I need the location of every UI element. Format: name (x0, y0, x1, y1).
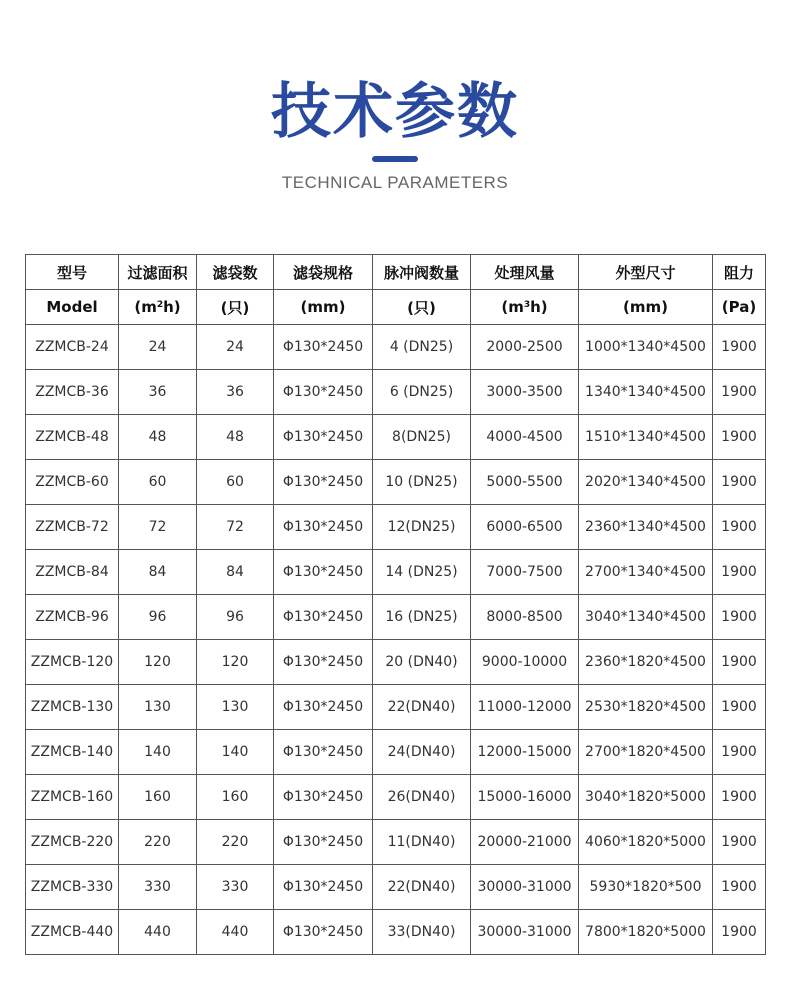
table-row (26, 325, 766, 370)
filter-area-cell: 160 (119, 775, 197, 820)
header-model-unit (26, 290, 119, 325)
airflow-cell: 9000-10000 (471, 640, 579, 685)
valve-count-cell: 6 (DN25) (373, 370, 471, 415)
table-row (26, 370, 766, 415)
airflow-cell: 12000-15000 (471, 730, 579, 775)
header-bag-count-cn: 滤袋数 (197, 255, 274, 290)
dimensions-cell: 2020*1340*4500 (579, 460, 713, 505)
resistance-cell: 1900 (713, 910, 766, 955)
model-cell: ZZMCB-84 (26, 550, 119, 595)
bag-count-cell: 96 (197, 595, 274, 640)
bag-count-cell: 220 (197, 820, 274, 865)
bag-spec-cell: Φ130*2450 (274, 460, 373, 505)
model-cell: ZZMCB-120 (26, 640, 119, 685)
table-row (26, 460, 766, 505)
resistance-cell: 1900 (713, 505, 766, 550)
valve-count-cell: 11(DN40) (373, 820, 471, 865)
valve-count-cell: 4 (DN25) (373, 325, 471, 370)
dimensions-cell: 1340*1340*4500 (579, 370, 713, 415)
dimensions-cell: 2700*1820*4500 (579, 730, 713, 775)
valve-count-cell: 33(DN40) (373, 910, 471, 955)
valve-count-cell: 24(DN40) (373, 730, 471, 775)
unit-text: Model (46, 298, 98, 316)
airflow-cell: 3000-3500 (471, 370, 579, 415)
valve-count-cell: 26(DN40) (373, 775, 471, 820)
dimensions-cell: 2360*1340*4500 (579, 505, 713, 550)
filter-area-cell: 84 (119, 550, 197, 595)
unit-superscript: 3 (523, 300, 531, 310)
filter-area-cell: 24 (119, 325, 197, 370)
unit-tail: h) (163, 298, 181, 316)
valve-count-cell: 20 (DN40) (373, 640, 471, 685)
page-subtitle: TECHNICAL PARAMETERS (281, 173, 509, 192)
table-row (26, 865, 766, 910)
bag-count-cell: 330 (197, 865, 274, 910)
bag-spec-cell: Φ130*2450 (274, 730, 373, 775)
table-row (26, 505, 766, 550)
model-cell: ZZMCB-60 (26, 460, 119, 505)
header-bag-count-unit (197, 290, 274, 325)
parameters-table (25, 254, 766, 955)
unit-text: (mm) (623, 298, 668, 316)
resistance-cell: 1900 (713, 325, 766, 370)
dimensions-cell: 4060*1820*5000 (579, 820, 713, 865)
model-cell: ZZMCB-440 (26, 910, 119, 955)
bag-count-cell: 72 (197, 505, 274, 550)
bag-count-cell: 60 (197, 460, 274, 505)
bag-count-cell: 140 (197, 730, 274, 775)
bag-count-cell: 130 (197, 685, 274, 730)
resistance-cell: 1900 (713, 550, 766, 595)
filter-area-cell: 130 (119, 685, 197, 730)
bag-count-cell: 36 (197, 370, 274, 415)
unit-text: (只) (407, 298, 436, 317)
airflow-cell: 15000-16000 (471, 775, 579, 820)
bag-count-cell: 48 (197, 415, 274, 460)
model-cell: ZZMCB-220 (26, 820, 119, 865)
bag-spec-cell: Φ130*2450 (274, 415, 373, 460)
header-airflow-cn: 处理风量 (471, 255, 579, 290)
dimensions-cell: 3040*1340*4500 (579, 595, 713, 640)
filter-area-cell: 60 (119, 460, 197, 505)
valve-count-cell: 16 (DN25) (373, 595, 471, 640)
header-model-cn: 型号 (26, 255, 119, 290)
unit-text: (m (501, 298, 524, 316)
page-title: 技术参数 (271, 77, 519, 147)
dimensions-cell: 1000*1340*4500 (579, 325, 713, 370)
header-bag-spec-cn: 滤袋规格 (274, 255, 373, 290)
airflow-cell: 7000-7500 (471, 550, 579, 595)
table-row (26, 910, 766, 955)
bag-spec-cell: Φ130*2450 (274, 370, 373, 415)
filter-area-cell: 120 (119, 640, 197, 685)
valve-count-cell: 14 (DN25) (373, 550, 471, 595)
model-cell: ZZMCB-36 (26, 370, 119, 415)
unit-tail: h) (530, 298, 548, 316)
resistance-cell: 1900 (713, 685, 766, 730)
model-cell: ZZMCB-130 (26, 685, 119, 730)
filter-area-cell: 220 (119, 820, 197, 865)
table-row (26, 685, 766, 730)
bag-count-cell: 160 (197, 775, 274, 820)
filter-area-cell: 440 (119, 910, 197, 955)
header-valve-count-unit (373, 290, 471, 325)
dimensions-cell: 7800*1820*5000 (579, 910, 713, 955)
bag-spec-cell: Φ130*2450 (274, 505, 373, 550)
model-cell: ZZMCB-160 (26, 775, 119, 820)
bag-spec-cell: Φ130*2450 (274, 550, 373, 595)
bag-count-cell: 120 (197, 640, 274, 685)
filter-area-cell: 140 (119, 730, 197, 775)
dimensions-cell: 2530*1820*4500 (579, 685, 713, 730)
table-row (26, 595, 766, 640)
resistance-cell: 1900 (713, 370, 766, 415)
header-filter-area-unit (119, 290, 197, 325)
table-row (26, 550, 766, 595)
table-row (26, 775, 766, 820)
airflow-cell: 11000-12000 (471, 685, 579, 730)
unit-text: (只) (220, 298, 250, 317)
model-cell: ZZMCB-48 (26, 415, 119, 460)
bag-spec-cell: Φ130*2450 (274, 910, 373, 955)
resistance-cell: 1900 (713, 595, 766, 640)
airflow-cell: 6000-6500 (471, 505, 579, 550)
resistance-cell: 1900 (713, 415, 766, 460)
resistance-cell: 1900 (713, 730, 766, 775)
filter-area-cell: 48 (119, 415, 197, 460)
model-cell: ZZMCB-24 (26, 325, 119, 370)
bag-spec-cell: Φ130*2450 (274, 640, 373, 685)
airflow-cell: 2000-2500 (471, 325, 579, 370)
dimensions-cell: 1510*1340*4500 (579, 415, 713, 460)
filter-area-cell: 36 (119, 370, 197, 415)
resistance-cell: 1900 (713, 460, 766, 505)
header-airflow-unit (471, 290, 579, 325)
bag-spec-cell: Φ130*2450 (274, 820, 373, 865)
bag-count-cell: 84 (197, 550, 274, 595)
header-dimensions-cn: 外型尺寸 (579, 255, 713, 290)
dimensions-cell: 5930*1820*500 (579, 865, 713, 910)
bag-spec-cell: Φ130*2450 (274, 325, 373, 370)
airflow-cell: 5000-5500 (471, 460, 579, 505)
valve-count-cell: 8(DN25) (373, 415, 471, 460)
model-cell: ZZMCB-330 (26, 865, 119, 910)
airflow-cell: 8000-8500 (471, 595, 579, 640)
header-filter-area-cn: 过滤面积 (119, 255, 197, 290)
header-bag-spec-unit (274, 290, 373, 325)
table-row (26, 730, 766, 775)
airflow-cell: 30000-31000 (471, 910, 579, 955)
header-resistance-cn: 阻力 (713, 255, 766, 290)
header-row-units (26, 290, 766, 325)
filter-area-cell: 96 (119, 595, 197, 640)
bag-spec-cell: Φ130*2450 (274, 685, 373, 730)
header-valve-count-cn: 脉冲阀数量 (373, 255, 471, 290)
valve-count-cell: 22(DN40) (373, 865, 471, 910)
resistance-cell: 1900 (713, 775, 766, 820)
table-body (26, 325, 766, 955)
bag-count-cell: 24 (197, 325, 274, 370)
model-cell: ZZMCB-96 (26, 595, 119, 640)
bag-spec-cell: Φ130*2450 (274, 865, 373, 910)
filter-area-cell: 330 (119, 865, 197, 910)
title-underline-bar (372, 156, 418, 162)
bag-spec-cell: Φ130*2450 (274, 595, 373, 640)
header-resistance-unit (713, 290, 766, 325)
unit-text: (mm) (300, 298, 346, 316)
table-row (26, 415, 766, 460)
valve-count-cell: 12(DN25) (373, 505, 471, 550)
airflow-cell: 30000-31000 (471, 865, 579, 910)
resistance-cell: 1900 (713, 865, 766, 910)
dimensions-cell: 3040*1820*5000 (579, 775, 713, 820)
airflow-cell: 20000-21000 (471, 820, 579, 865)
table-row (26, 640, 766, 685)
bag-count-cell: 440 (197, 910, 274, 955)
model-cell: ZZMCB-72 (26, 505, 119, 550)
header-row-chinese (26, 255, 766, 290)
table-row (26, 820, 766, 865)
unit-superscript: 2 (156, 300, 164, 310)
bag-spec-cell: Φ130*2450 (274, 775, 373, 820)
valve-count-cell: 10 (DN25) (373, 460, 471, 505)
resistance-cell: 1900 (713, 820, 766, 865)
dimensions-cell: 2360*1820*4500 (579, 640, 713, 685)
filter-area-cell: 72 (119, 505, 197, 550)
unit-text: (m (134, 298, 157, 316)
unit-text: (Pa) (721, 298, 757, 316)
airflow-cell: 4000-4500 (471, 415, 579, 460)
dimensions-cell: 2700*1340*4500 (579, 550, 713, 595)
header-dimensions-unit (579, 290, 713, 325)
valve-count-cell: 22(DN40) (373, 685, 471, 730)
resistance-cell: 1900 (713, 640, 766, 685)
model-cell: ZZMCB-140 (26, 730, 119, 775)
